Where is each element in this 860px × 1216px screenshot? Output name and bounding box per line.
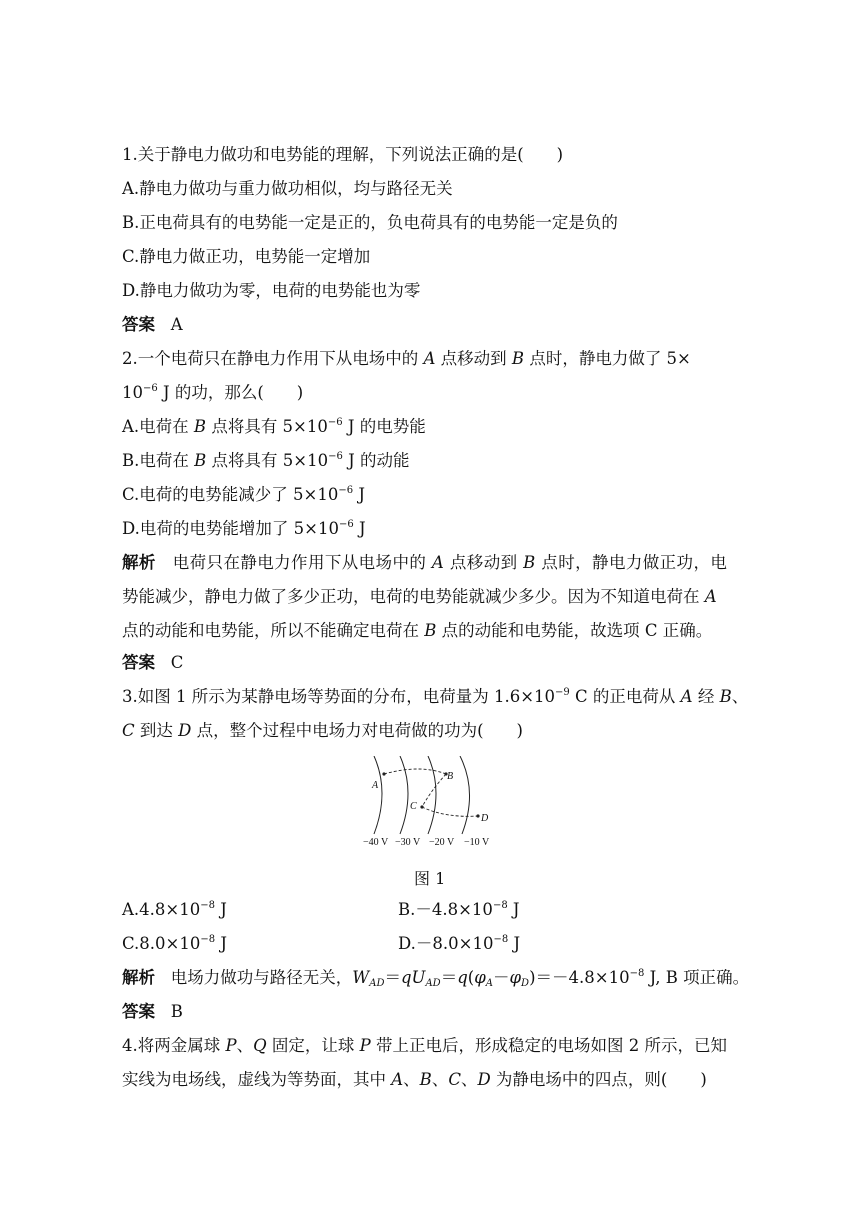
q3-unit: J (214, 900, 227, 919)
q3-unit: J (508, 934, 521, 953)
q3-stem-part: C 的正电荷从 (569, 687, 676, 706)
q2-point-a: A (431, 553, 445, 572)
q2-point-b: B (511, 349, 525, 368)
q3-analysis-label: 解析 (122, 968, 155, 987)
fig-label-a: A (372, 780, 379, 791)
q3-formula-sub: A (485, 978, 493, 989)
q3-stem-part: 3.如图 1 所示为某静电场等势面的分布，电荷量为 1.6×10 (122, 687, 556, 706)
q3-formula-phi: φ (509, 968, 522, 987)
q3-formula-q: q (400, 968, 412, 987)
q3-option-a (122, 900, 227, 919)
q3-formula-paren: ( (467, 968, 475, 987)
q3-stem-part: 、 (731, 687, 749, 706)
q4-point-a: A (391, 1070, 404, 1089)
q1-option-b-text: B.正电荷具有的电势能一定是正的，负电荷具有的电势能一定是负的 (122, 213, 618, 232)
q2-analysis-text: 点的动能和电势能，故选项 C 正确。 (441, 621, 713, 640)
q4-point-c: C (448, 1070, 461, 1089)
q2-option-c-text: C.电荷的电势能减少了 5×10 (122, 485, 339, 504)
q3-option-d (398, 932, 520, 956)
q2-option-d-text: D.电荷的电势能增加了 5×10 (122, 519, 339, 538)
q2-option-b-text: B.电荷在 (122, 451, 189, 470)
q3-formula-eq: ＝ (440, 968, 458, 987)
q1-stem (122, 143, 563, 167)
q2-option-a-text: J 的电势能 (342, 417, 426, 436)
q2-exponent: −6 (143, 383, 158, 394)
q4-sep: 、 (431, 1070, 449, 1089)
q2-option-b-text: J 的动能 (342, 451, 410, 470)
q2-point-b: B (193, 417, 207, 436)
q2-analysis-text: 势能减少，静电力做了多少正功，电荷的电势能就减少多少。因为不知道电荷在 (122, 587, 700, 606)
q2-stem-part: J 的功，那么( ) (157, 383, 304, 402)
q2-exponent: −6 (328, 451, 343, 462)
q2-analysis-text: 点时，静电力做正功，电 (541, 553, 728, 572)
q4-point-d: D (477, 1070, 491, 1089)
q3-analysis-text: J, B 项正确。 (644, 968, 750, 987)
q2-answer-value: C (170, 653, 184, 672)
q3-formula-sub: AD (425, 978, 441, 989)
fig-label-minus20v: −20 V (429, 837, 455, 848)
q2-option-b (122, 449, 409, 473)
q4-stem-part: 带上正电后，形成稳定的电场如图 2 所示，已知 (376, 1036, 727, 1055)
q2-stem-part: 2.一个电荷只在静电力作用下从电场中的 (122, 349, 419, 368)
q3-exponent: −8 (629, 968, 645, 979)
q2-option-c-text: J (353, 485, 365, 504)
fig-label-d: D (481, 813, 489, 824)
q3-option-c (122, 934, 227, 953)
fig-label-b: B (447, 771, 454, 782)
q4-stem-part: 为静电场中的四点，则( ) (495, 1070, 707, 1089)
q2-point-b: B (424, 621, 437, 640)
q4-stem-part: 固定，让球 (271, 1036, 355, 1055)
q2-analysis-text: 点的动能和电势能，所以不能确定电荷在 (122, 621, 419, 640)
q2-option-a-text: 点将具有 5×10 (211, 417, 328, 436)
point-a-dot (382, 772, 385, 775)
q1-answer-value: A (170, 315, 183, 334)
q2-stem-part: 点时，静电力做了 5× (529, 349, 691, 368)
q3-point-a: A (680, 687, 693, 706)
q2-analysis-line3 (122, 619, 712, 643)
equipotential-line-minus40 (374, 756, 382, 834)
q3-analysis-text: 电场力做功与路径无关， (170, 968, 353, 987)
q4-stem-line2 (122, 1068, 707, 1092)
q4-sphere-p: P (359, 1036, 371, 1055)
q3-formula-minus: － (492, 968, 510, 987)
q3-point-b: B (719, 687, 732, 706)
q2-point-a: A (704, 587, 717, 606)
q2-option-d (122, 517, 366, 541)
q1-option-b (122, 211, 618, 235)
q2-stem-part: 点移动到 (440, 349, 507, 368)
q3-formula-eq: ＝ (384, 968, 401, 987)
q2-exponent: −6 (338, 519, 354, 530)
q1-answer (122, 313, 183, 337)
point-d-dot (476, 814, 479, 817)
q4-sphere-q: Q (253, 1036, 267, 1055)
q2-analysis-label: 解析 (122, 553, 156, 572)
q3-formula-result: )＝－4.8×10 (529, 968, 630, 987)
fig-label-c: C (410, 801, 417, 812)
q2-point-a: A (423, 349, 436, 368)
q1-option-d (122, 279, 420, 303)
q3-option-b-text: B.－4.8×10 (398, 900, 493, 919)
q2-analysis-line1 (122, 551, 727, 575)
q3-formula-u: U (411, 968, 426, 987)
q1-option-a-text: A.静电力做功与重力做功相似，均与路径无关 (122, 179, 453, 198)
q3-exponent: −8 (200, 900, 215, 911)
q4-sep: 、 (460, 1070, 478, 1089)
q3-point-d: D (178, 721, 192, 740)
q2-analysis-text: 点移动到 (449, 553, 518, 572)
figure-caption: 图 1 (414, 869, 446, 888)
q2-option-a-text: A.电荷在 (122, 417, 189, 436)
q4-point-b: B (419, 1070, 432, 1089)
fig-label-minus40v: −40 V (363, 837, 389, 848)
q3-formula-sub: D (521, 978, 530, 989)
q1-option-c-text: C.静电力做正功，电势能一定增加 (122, 247, 371, 266)
q3-unit: J (507, 900, 520, 919)
q3-formula-w: W (352, 968, 370, 987)
q2-analysis-line2 (122, 585, 717, 609)
q3-stem-part: 经 (697, 687, 715, 706)
q2-stem-line1 (122, 347, 691, 371)
q3-exponent: −8 (493, 934, 509, 945)
q4-sep: 、 (236, 1036, 254, 1055)
q3-option-d-text: D.－8.0×10 (398, 934, 494, 953)
q2-option-a (122, 415, 426, 439)
q4-sphere-p: P (225, 1036, 237, 1055)
q2-analysis-text: 电荷只在静电力作用下从电场中的 (172, 553, 427, 572)
q2-option-b-text: 点将具有 5×10 (211, 451, 329, 470)
q1-answer-label: 答案 (122, 315, 155, 334)
q1-option-a (122, 177, 453, 201)
q3-stem-part: 到达 (139, 721, 173, 740)
point-c-dot (420, 805, 423, 808)
q3-answer-label: 答案 (122, 1002, 155, 1021)
q3-stem-line1 (122, 685, 748, 709)
q2-exponent: −6 (327, 417, 343, 428)
q3-formula-sub: AD (369, 978, 385, 989)
q4-stem-part: 实线为电场线，虚线为等势面，其中 (122, 1070, 386, 1089)
q3-options-row2 (122, 932, 622, 956)
q2-stem-line2 (122, 381, 303, 405)
q3-option-b (398, 898, 520, 922)
fig-label-minus30v: −30 V (395, 837, 421, 848)
equipotential-line-minus30 (400, 756, 408, 834)
q3-option-c-text: C.8.0×10 (122, 934, 201, 953)
q3-exponent: −9 (555, 687, 570, 698)
q3-stem-line2 (122, 719, 523, 743)
q3-unit: J (215, 934, 227, 953)
path-c-to-d (422, 807, 478, 816)
q1-option-d-text: D.静电力做功为零，电荷的电势能也为零 (122, 281, 421, 300)
q2-exponent: −6 (338, 485, 354, 496)
fig-label-minus10v: −10 V (464, 837, 490, 848)
q3-stem-part: 点，整个过程中电场力对电荷做的功为( ) (196, 721, 523, 740)
equipotential-figure (360, 756, 504, 848)
q4-stem-part: 4.将两金属球 (122, 1036, 221, 1055)
q3-analysis (122, 966, 749, 990)
q4-stem-line1 (122, 1034, 727, 1058)
q3-formula-q: q (457, 968, 468, 987)
q1-option-c (122, 245, 370, 269)
q3-options-row1 (122, 898, 622, 922)
q3-answer (122, 1000, 183, 1024)
q3-exponent: −8 (492, 900, 508, 911)
equipotential-line-minus10 (460, 756, 470, 834)
q3-formula-phi: φ (474, 968, 486, 987)
q3-point-c: C (122, 721, 135, 740)
q2-option-c (122, 483, 365, 507)
q3-option-a-text: A.4.8×10 (122, 900, 201, 919)
q2-option-d-text: J (353, 519, 366, 538)
q2-answer (122, 651, 183, 675)
q3-exponent: −8 (200, 934, 216, 945)
q3-answer-value: B (170, 1002, 183, 1021)
path-b-to-c (422, 774, 446, 807)
q1-stem-text: 1.关于静电力做功和电势能的理解，下列说法正确的是( ) (122, 145, 564, 164)
path-a-to-b (384, 769, 446, 774)
q2-answer-label: 答案 (122, 653, 155, 672)
q4-sep: 、 (403, 1070, 420, 1089)
q2-stem-part: 10 (122, 383, 143, 402)
q2-point-b: B (523, 553, 536, 572)
q2-point-b: B (194, 451, 207, 470)
